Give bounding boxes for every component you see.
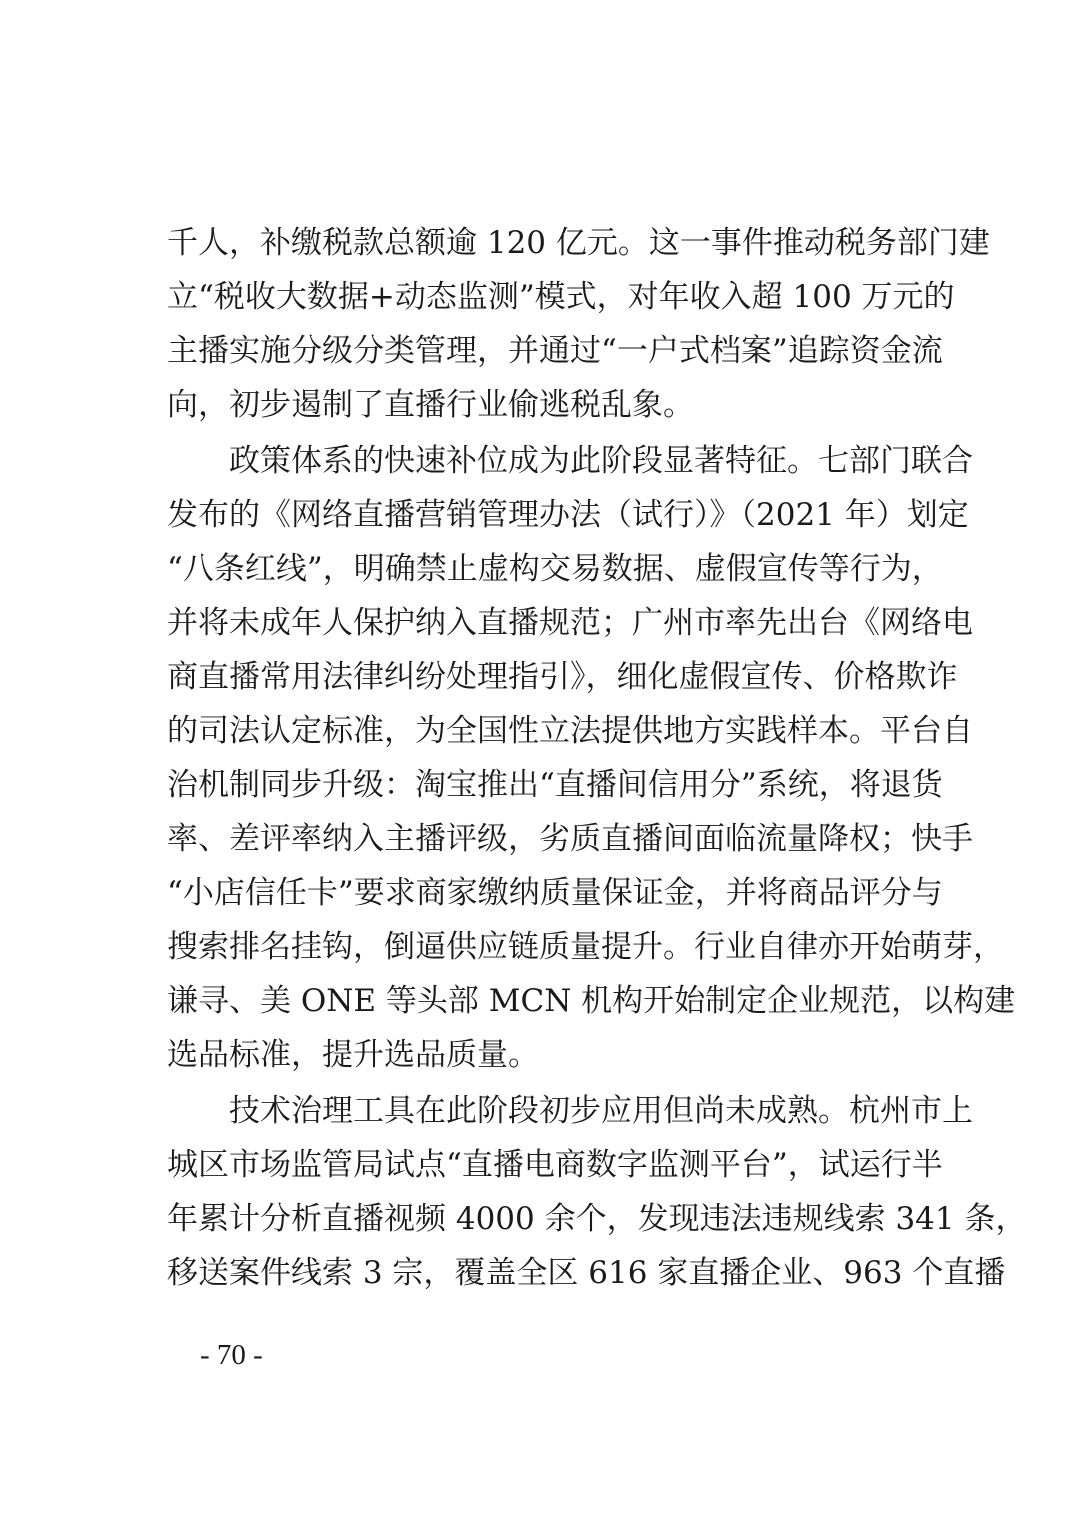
text-line: 向，初步遏制了直播行业偷逃税乱象。 [167,387,694,423]
text-line: 的司法认定标准，为全国性立法提供地方实践样本。平台自 [167,713,973,749]
text-line: 立“税收大数据+动态监测”模式，对年收入超 100 万元的 [167,279,955,315]
page-number: - 70 - [200,1339,263,1371]
text-line: 年累计分析直播视频 4000 余个，发现违法违规线索 341 条， [167,1201,1027,1237]
text-line: 选品标准，提升选品质量。 [167,1037,539,1073]
text-line: 移送案件线索 3 宗，覆盖全区 616 家直播企业、963 个直播 [167,1255,1006,1291]
text-line: 并将未成年人保护纳入直播规范；广州市率先出台《网络电 [167,605,973,641]
text-line: 千人，补缴税款总额逾 120 亿元。这一事件推动税务部门建 [167,225,990,261]
text-line: 主播实施分级分类管理，并通过“一户式档案”追踪资金流 [167,333,943,369]
text-line: 技术治理工具在此阶段初步应用但尚未成熟。杭州市上 [229,1093,973,1129]
text-line: 率、差评率纳入主播评级，劣质直播间面临流量降权；快手 [167,821,973,857]
text-line: “小店信任卡”要求商家缴纳质量保证金，并将商品评分与 [167,875,943,911]
text-line: 城区市场监管局试点“直播电商数字监测平台”，试运行半 [167,1147,943,1183]
text-line: 商直播常用法律纠纷处理指引》，细化虚假宣传、价格欺诈 [167,659,958,695]
text-line: 治机制同步升级：淘宝推出“直播间信用分”系统，将退货 [167,767,943,803]
text-line: 搜索排名挂钩，倒逼供应链质量提升。行业自律亦开始萌芽， [167,929,1004,965]
text-line: “八条红线”，明确禁止虚构交易数据、虚假宣传等行为， [167,551,943,587]
text-line: 发布的《网络直播营销管理办法（试行）》（2021 年）划定 [167,497,969,533]
text-line: 谦寻、美 ONE 等头部 MCN 机构开始制定企业规范，以构建 [167,983,1016,1019]
text-line: 政策体系的快速补位成为此阶段显著特征。七部门联合 [229,443,973,479]
